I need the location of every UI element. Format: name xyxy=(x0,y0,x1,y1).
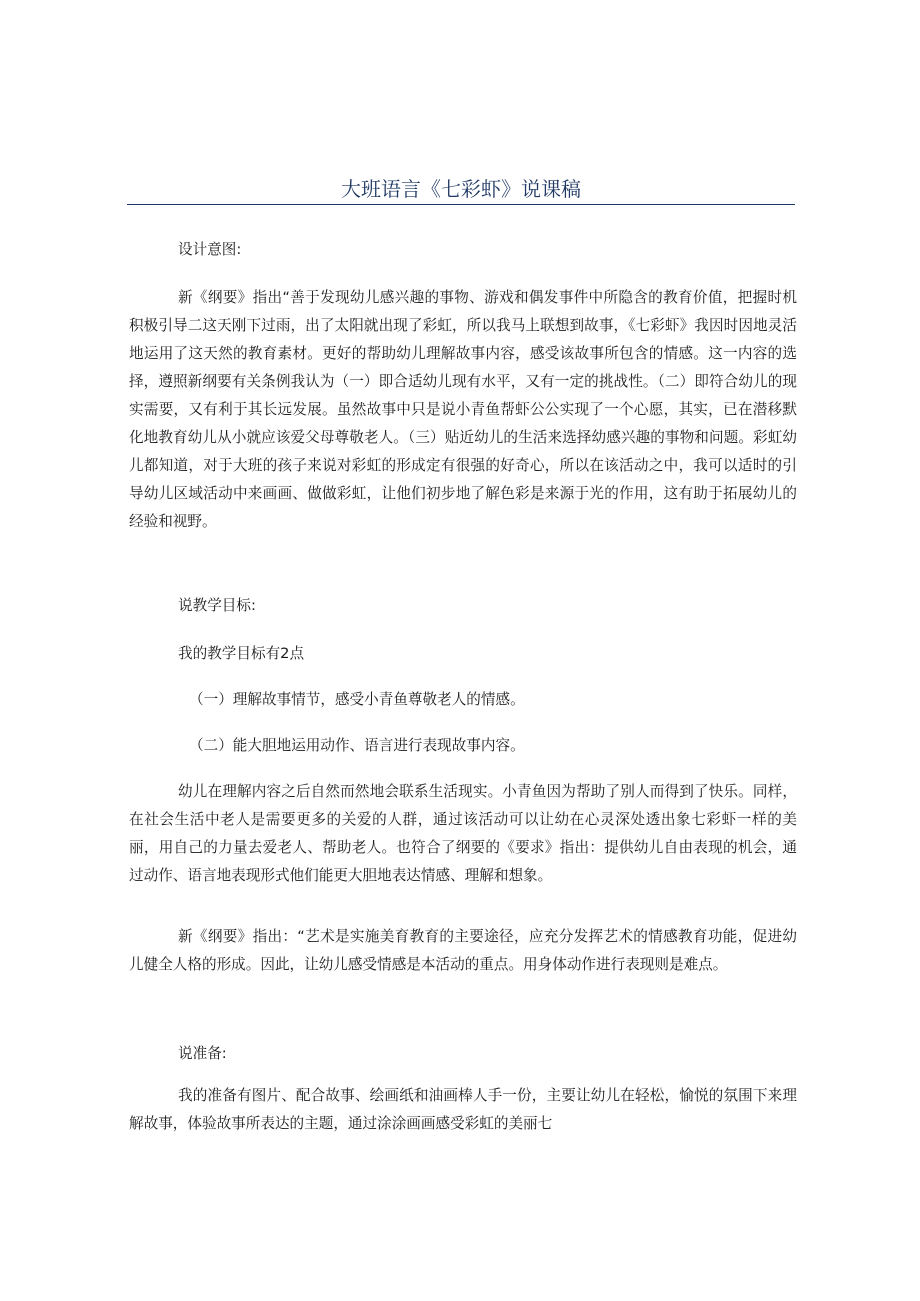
goals-heading: 说教学目标: xyxy=(178,597,256,614)
goals-paragraph: 幼儿在理解内容之后自然而然地会联系生活现实。小青鱼因为帮助了别人而得到了快乐。同样，在社会生活中老人是需要更多的关爱的人群，通过该活动可以让幼在心灵深处透出象七彩虾一样的美丽，用自己的力量去爱老人、帮助老人。也符合了纲要的《要求》指出：提供幼儿自由表现的机会，通过动作、语言地表现形式他们能更大胆地表达情感、理解和想象。 xyxy=(129,783,797,884)
design-paragraph: 新《纲要》指出“善于发现幼儿感兴趣的事物、游戏和偶发事件中所隐含的教育价值，把握时机积极引导二这天刚下过雨，出了太阳就出现了彩虹，所以我马上联想到故事，《七彩虾》我因时因地灵活地运用了这天然的教育素材。更好的帮助幼儿理解故事内容，感受该故事所包含的情感。这一内容的选择，遵照新纲要有关条例我认为（一）即合适幼儿现有水平，又有一定的挑战性。（二）即符合幼儿的现实需要，又有利于其长远发展。虽然故事中只是说小青鱼帮虾公公实现了一个心愿，其实，已在潜移默化地教育幼儿从小就应该爱父母尊敬老人。（三）贴近幼儿的生活来选择幼感兴趣的事物和问题。彩虹幼儿都知道，对于大班的孩子来说对彩虹的形成定有很强的好奇心，所以在该活动之中，我可以适时的引导幼儿区域活动中来画画、做做彩虹，让他们初步地了解色彩是来源于光的作用，这有助于拓展幼儿的经验和视野。 xyxy=(129,289,797,530)
goal-item-2: （二）能大胆地运用动作、语言进行表现故事内容。 xyxy=(189,737,525,754)
title-underline xyxy=(127,204,795,205)
goal-item-1: （一）理解故事情节，感受小青鱼尊敬老人的情感。 xyxy=(189,691,525,708)
design-heading: 设计意图: xyxy=(178,241,242,258)
focus-paragraph: 新《纲要》指出：“艺术是实施美育教育的主要途径，应充分发挥艺术的情感教育功能，促进幼儿健全人格的形成。因此，让幼儿感受情感是本活动的重点。用身体动作进行表现则是难点。 xyxy=(129,928,797,973)
prep-heading: 说准备: xyxy=(178,1045,227,1062)
page-title: 大班语言《七彩虾》说课稿 xyxy=(341,177,581,201)
goals-intro: 我的教学目标有2点 xyxy=(178,645,305,662)
prep-paragraph: 我的准备有图片、配合故事、绘画纸和油画棒人手一份，主要让幼儿在轻松，愉悦的氛围下来理解故事，体验故事所表达的主题，通过涂涂画画感受彩虹的美丽七 xyxy=(129,1087,797,1132)
